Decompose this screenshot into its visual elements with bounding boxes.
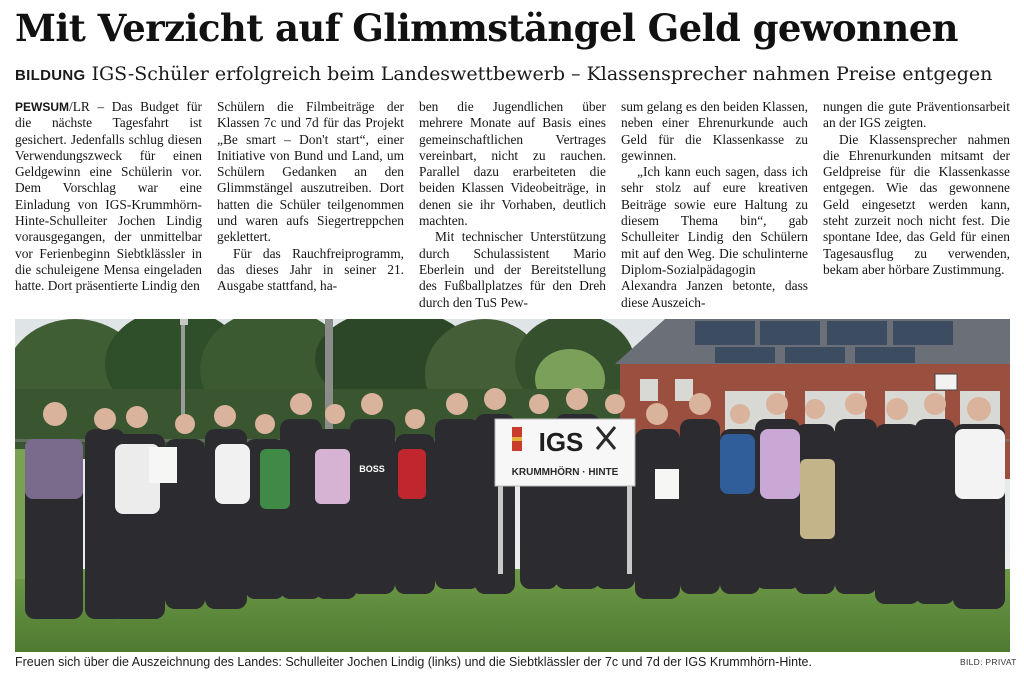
subheadline bbox=[15, 62, 1015, 88]
dateline: PEWSUM bbox=[15, 100, 69, 114]
paragraph: nungen die gute Präventionsarbeit an der IGS zeigten. bbox=[823, 99, 1010, 131]
paragraph: Schülern die Filmbeiträge der Klassen 7c und 7d für das Projekt „Be smart – Don't start“, einer Initiative von Bund und Land, um Schülern Gedanken an den Glimmstängel auszutreiben. Dort hatten die Schüler teilgenommen und waren aufs Siegertreppchen geklettert. bbox=[217, 99, 404, 245]
photo-illustration bbox=[15, 319, 1010, 652]
sign-title: IGS bbox=[538, 427, 584, 457]
paragraph: – Das Budget für die nächste Tagesfahrt ist gesichert. Jedenfalls schlug diesen Verwendungszweck für einen Geldgewinn eine Schülerin vor. Dem Vorschlag war eine Einladung von IGS-Krummhörn-Hinte-Schulleiter Jochen Lindig vorausgegangen, der unmittelbar vor Ferienbeginn Siebtklässler in die schuleigene Mensa eingeladen hatte. Dort präsentierte Lindig den bbox=[15, 99, 202, 294]
group-photo bbox=[15, 319, 1010, 652]
paragraph: ben die Jugendlichen über mehrere Monate auf Basis eines gemeinschaftlichen Vertrages vereinbart, nicht zu rauchen. Parallel dazu erarbeiteten die beiden Klassen Videobeiträge, in denen sie ihr Vorhaben, deutlich machten. bbox=[419, 99, 606, 229]
shirt-print: BOSS bbox=[359, 464, 385, 474]
sign-subtitle: KRUMMHÖRN · HINTE bbox=[511, 467, 619, 478]
paragraph: Für das Rauchfreiprogramm, das dieses Jahr in seiner 21. Ausgabe stattfand, ha- bbox=[217, 245, 404, 294]
article-column-4 bbox=[621, 99, 808, 313]
section-kicker: BILDUNG bbox=[15, 67, 86, 84]
article-column-5 bbox=[823, 99, 1010, 313]
photo-credit: BILD: PRIVAT bbox=[960, 657, 1017, 667]
paragraph: „Ich kann euch sagen, dass ich sehr stolz auf eure kreativen Beiträge sowie eure Haltung zu diesem Thema bin“, gab Schulleiter Lindig den Schülern mit auf den Weg. Die schulinterne Diplom-Sozialpädagogin Alexandra Janzen betonte, dass diese Auszeich- bbox=[621, 164, 808, 310]
paragraph: Die Klassensprecher nahmen die Ehrenurkunden mitsamt der Geldpreise für die Klassenkasse entgegen. Wie das gewonnene Geld eingesetzt werden kann, steht zurzeit noch nicht fest. Die spontane Idee, das Geld für einen Tagesausflug zu verwenden, bekam aber hörbare Zustimmung. bbox=[823, 131, 1010, 277]
article-column-3 bbox=[419, 99, 606, 313]
article-column-1 bbox=[15, 99, 202, 313]
article-column-2 bbox=[217, 99, 404, 313]
paragraph: sum gelang es den beiden Klassen, neben einer Ehrenurkunde auch Geld für die Klassenkasse zu gewinnen. bbox=[621, 99, 808, 163]
subheadline-text: IGS-Schüler erfolgreich beim Landeswettbewerb – Klassensprecher nahmen Preise entgegen bbox=[91, 63, 993, 85]
photo-caption: Freuen sich über die Auszeichnung des Landes: Schulleiter Jochen Lindig (links) und die Siebtklässler der 7c und 7d der IGS Krummhörn-Hinte. bbox=[15, 655, 812, 669]
article-body bbox=[15, 99, 1011, 313]
headline: Mit Verzicht auf Glimmstängel Geld gewonnen bbox=[15, 6, 958, 50]
paragraph: Mit technischer Unterstützung durch Schulassistent Mario Eberlein und der Bereitstellung des Fußballplatzes für den Dreh durch den TuS Pew- bbox=[419, 229, 606, 310]
agency-tag: /LR bbox=[69, 99, 90, 114]
